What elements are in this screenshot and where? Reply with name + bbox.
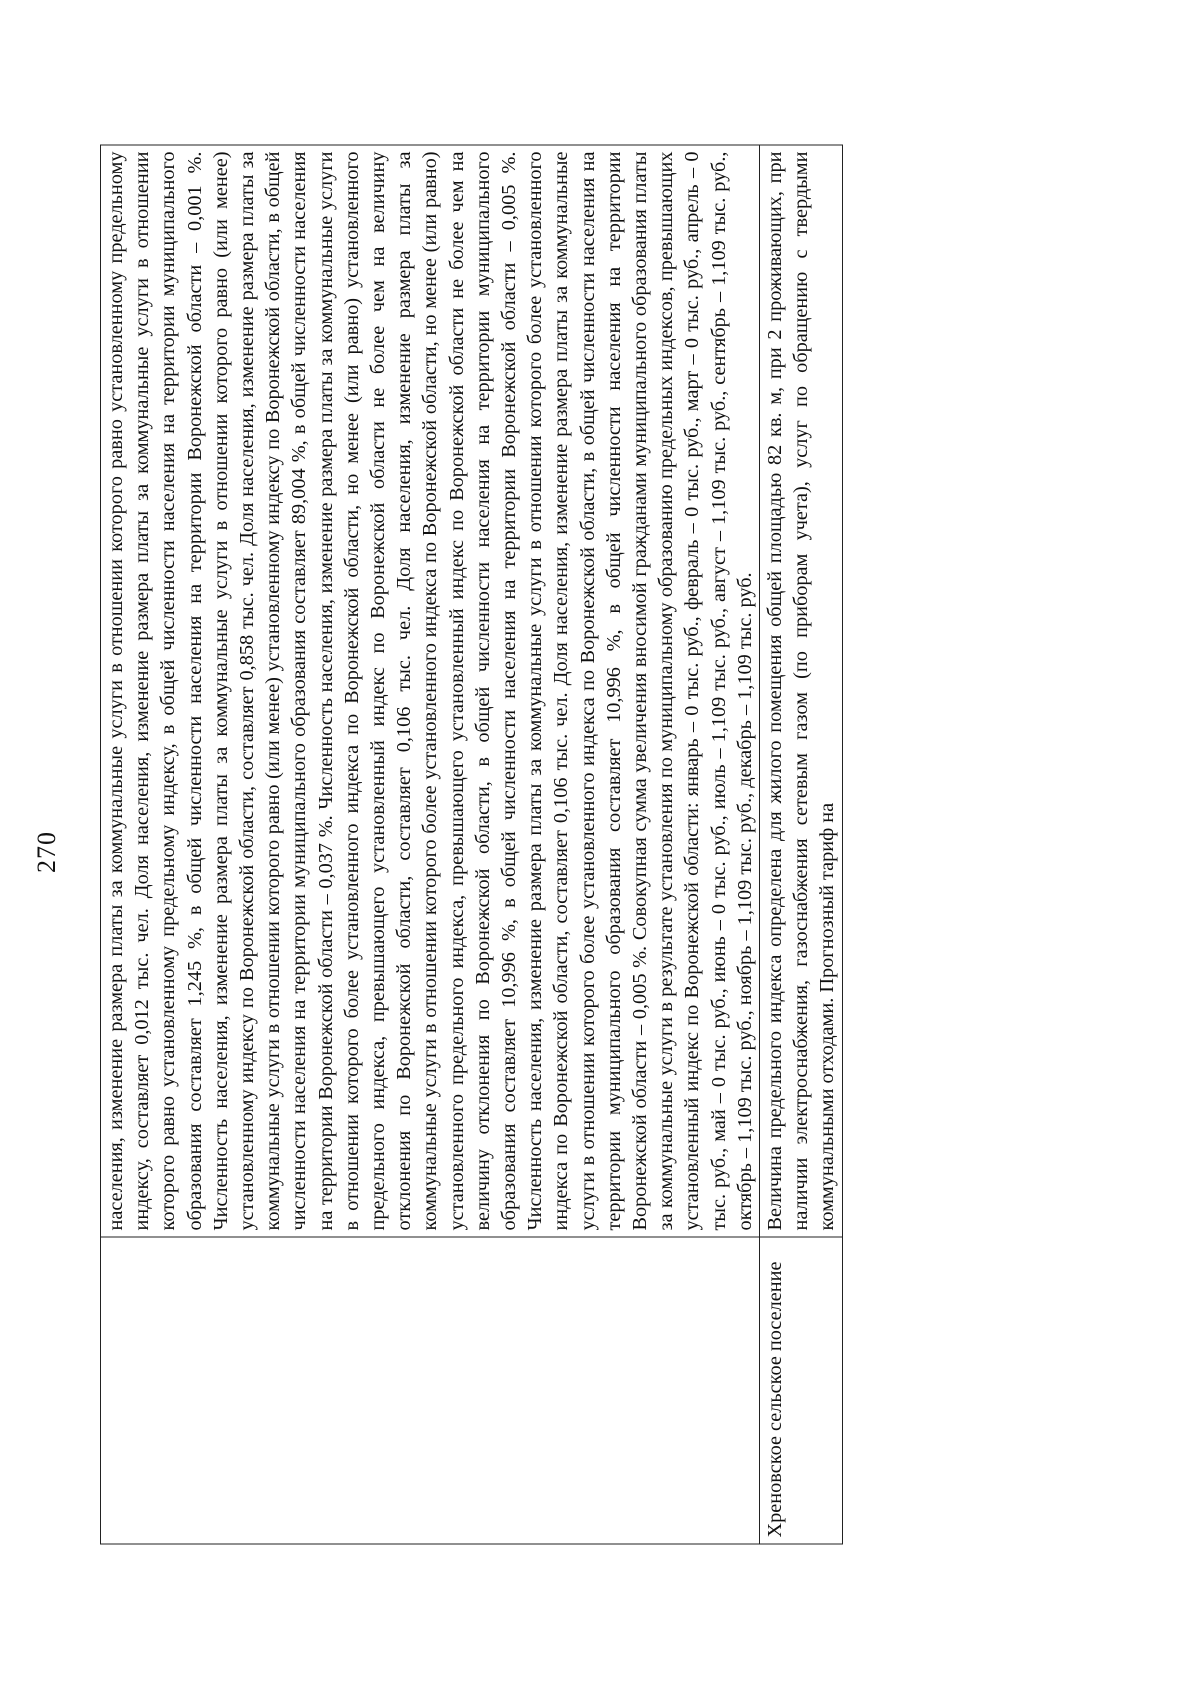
table-row — [101, 145, 760, 1544]
municipality-name-cell: Хреновское сельское поселение — [760, 1237, 843, 1544]
page-number: 270 — [32, 831, 61, 873]
municipality-name-cell — [101, 1237, 760, 1544]
municipal-index-table — [100, 145, 843, 1545]
description-cell: Величина предельного индекса определена для жилого помещения общей площадью 82 кв. м, при 2 проживающих, при наличии электроснабжения, газоснабжения сетевым газом (по приборам учета), услуг по обращению с твердыми коммунальными отходами. Прогнозный тариф на — [760, 145, 843, 1237]
description-cell: населения, изменение размера платы за коммунальные услуги в отношении которого равно установленному предельному индексу, составляет 0,012 тыс. чел. Доля населения, изменение размера платы за коммунальные услуги в отношении которого равно установленному предельному индексу, в общей численности населения на территории муниципального образования составляет 1,245 %, в общей численности населения на территории Воронежской области – 0,001 %. Численность населения, изменение размера платы за коммунальные услуги в отношении которого равно (или менее) установленному индексу по Воронежской области, составляет 0,858 тыс. чел. Доля населения, изменение размера платы за коммунальные услуги в отношении которого равно (или менее) установленному индексу по Воронежской области, в общей численности населения на территории муниципального образования составляет 89,004 %, в общей численности населения на территории Воронежской области – 0,037 %. Численность населения, изменение размера платы за коммунальные услуги в отношении которого более установленного индекса по Воронежской области, но менее (или равно) установленного предельного индекса, превышающего установленный индекс по Воронежской области не более чем на величину отклонения по Воронежской области, составляет 0,106 тыс. чел. Доля населения, изменение размера платы за коммунальные услуги в отношении которого более установленного индекса по Воронежской области, но менее (или равно) установленного предельного индекса, превышающего установленный индекс по Воронежской области не более чем на величину отклонения по Воронежской области, в общей численности населения на территории муниципального образования составляет 10,996 %, в общей численности населения на территории Воронежской области – 0,005 %. Численность населения, изменение размера платы за коммунальные услуги в отношении которого более установленного индекса по Воронежской области, составляет 0,106 тыс. чел. Доля населения, изменение размера платы за коммунальные услуги в отношении которого более установленного индекса по Воронежской области, в общей численности населения на территории муниципального образования составляет 10,996 %, в общей численности населения на территории Воронежской области – 0,005 %. Совокупная сумма увеличения вносимой гражданами муниципального образования платы за коммунальные услуги в результате установления по муниципальному образованию предельных индексов, превышающих установленный индекс по Воронежской области: январь – 0 тыс. руб., февраль – 0 тыс. руб., март – 0 тыс. руб., апрель – 0 тыс. руб., май – 0 тыс. руб., июнь – 0 тыс. руб., июль – 1,109 тыс. руб., август – 1,109 тыс. руб., сентябрь – 1,109 тыс. руб., октябрь – 1,109 тыс. руб., ноябрь – 1,109 тыс. руб., декабрь – 1,109 тыс. руб. — [101, 145, 760, 1237]
table-row — [760, 145, 843, 1544]
